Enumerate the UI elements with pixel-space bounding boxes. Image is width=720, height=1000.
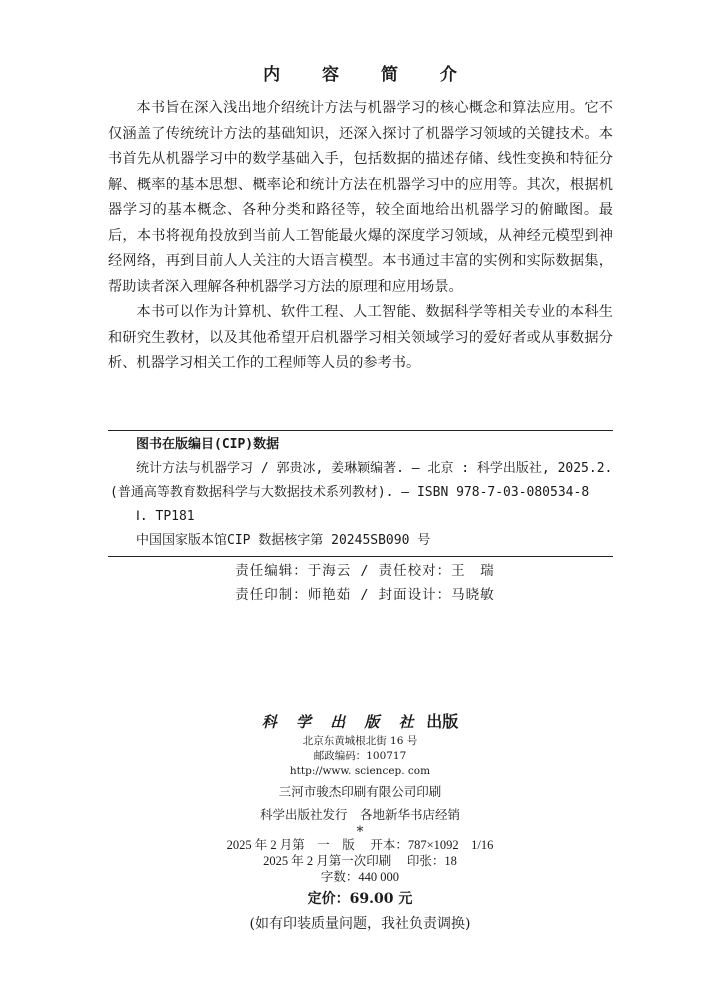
intro-body bbox=[108, 96, 613, 377]
staff-line-editors: 责任编辑：于海云 / 责任校对：王 瑞 bbox=[235, 563, 495, 579]
staff-credits bbox=[0, 559, 720, 607]
edition-line-1: 2025 年 2 月第 一 版 开本：787×1092 1/16 bbox=[226, 838, 494, 852]
price: 定价：69.00 元 bbox=[307, 891, 413, 907]
printer-line: 三河市骏杰印刷有限公司印刷 bbox=[278, 784, 442, 799]
separator-asterisk: * bbox=[356, 824, 364, 840]
staff-line-production: 责任印制：师艳茹 / 封面设计：马晓敏 bbox=[235, 587, 495, 603]
intro-paragraph-1: 本书旨在深入浅出地介绍统计方法与机器学习的核心概念和算法应用。它不仅涵盖了传统统计方法的基础知识，还深入探讨了机器学习领域的关键技术。本书首先从机器学习中的数学基础入手，包括数据的描述存储、线性变换和特征分解、概率的基本思想、概率论和统计方法在机器学习中的应用等。其次，根据机器学习的基本概念、各种分类和路径等，较全面地给出机器学习的俯瞰图。最后，本书将视角投放到当前人工智能最火爆的深度学习领域，从神经元模型到神经网络，再到目前人人关注的大语言模型。本书通过丰富的实例和实际数据集，帮助读者深入理解各种机器学习方法的原理和应用场景。 bbox=[108, 100, 613, 295]
intro-paragraph-2: 本书可以作为计算机、软件工程、人工智能、数据科学等相关专业的本科生和研究生教材，以及其他希望开启机器学习相关领域学习的爱好者或从事数据分析、机器学习相关工作的工程师等人员的参考书。 bbox=[108, 304, 613, 371]
cip-title-line: 统计方法与机器学习 / 郭贵冰, 姜琳颖编著. — 北京 : 科学出版社, 2025.2. bbox=[136, 461, 613, 476]
quality-notice: (如有印装质量问题，我社负责调换) bbox=[249, 916, 471, 932]
publisher-website: http://www. sciencep. com bbox=[289, 765, 431, 777]
publisher-name bbox=[0, 710, 720, 734]
edition-block bbox=[0, 837, 720, 885]
publisher-info bbox=[0, 710, 720, 935]
edition-line-2: 2025 年 2 月第一次印刷 印张：18 bbox=[263, 854, 457, 868]
cip-record-line: 中国国家版本馆CIP 数据核字第 20245SB090 号 bbox=[136, 533, 431, 548]
distribution-line: 科学出版社发行 各地新华书店经销 bbox=[259, 807, 460, 822]
cip-data-block bbox=[108, 430, 613, 557]
word-count: 字数：440 000 bbox=[320, 870, 400, 884]
publisher-brand: 科 学 出 版 社 bbox=[261, 713, 421, 731]
cip-classification-line: Ⅰ. TP181 bbox=[136, 509, 195, 524]
intro-title: 内 容 简 介 bbox=[263, 65, 475, 85]
cip-heading: 图书在版编目(CIP)数据 bbox=[136, 437, 280, 452]
publisher-postcode: 邮政编码：100717 bbox=[313, 750, 407, 762]
publisher-suffix: 出版 bbox=[426, 712, 459, 731]
cip-series-line: (普通高等教育数据科学与大数据技术系列教材). — ISBN 978-7-03-080534-8 bbox=[110, 485, 590, 500]
publisher-address: 北京东黄城根北街 16 号 bbox=[302, 735, 418, 747]
